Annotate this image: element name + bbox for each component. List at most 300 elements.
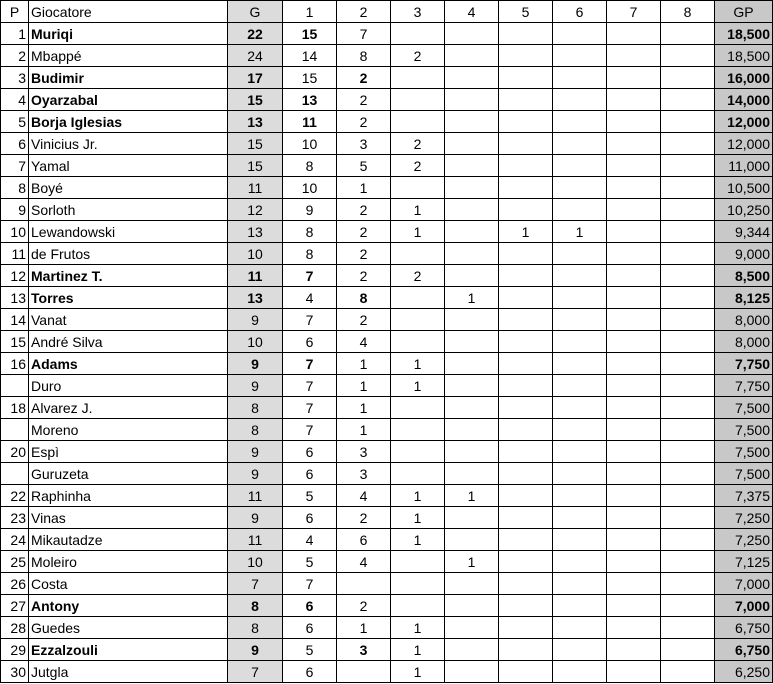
- count-cell-4: [445, 331, 499, 353]
- player-name-cell: Torres: [29, 287, 228, 309]
- count-cell-2: 3: [337, 639, 391, 661]
- count-cell-3: [391, 287, 445, 309]
- count-cell-7: [607, 155, 661, 177]
- count-cell-8: [661, 595, 715, 617]
- count-cell-5: [499, 617, 553, 639]
- count-cell-7: [607, 397, 661, 419]
- count-cell-4: [445, 573, 499, 595]
- count-cell-2: 1: [337, 397, 391, 419]
- count-cell-5: [499, 67, 553, 89]
- count-cell-5: [499, 573, 553, 595]
- count-cell-8: [661, 309, 715, 331]
- player-name-cell: Moleiro: [29, 551, 228, 573]
- count-cell-4: [445, 639, 499, 661]
- player-name-cell: Martinez T.: [29, 265, 228, 287]
- table-row: [1, 617, 773, 639]
- count-cell-2: 1: [337, 353, 391, 375]
- table-row: [1, 111, 773, 133]
- gp-cell: 12,000: [715, 111, 773, 133]
- table-row: [1, 441, 773, 463]
- count-cell-6: 1: [553, 221, 607, 243]
- count-cell-4: [445, 243, 499, 265]
- games-cell: 9: [228, 375, 283, 397]
- count-cell-5: [499, 23, 553, 45]
- count-cell-5: [499, 551, 553, 573]
- count-cell-1: 8: [283, 155, 337, 177]
- count-cell-5: [499, 419, 553, 441]
- count-cell-5: [499, 595, 553, 617]
- count-cell-6: [553, 177, 607, 199]
- count-cell-1: 15: [283, 23, 337, 45]
- gp-cell: 7,000: [715, 595, 773, 617]
- count-cell-6: [553, 397, 607, 419]
- position-cell: 25: [1, 551, 29, 573]
- games-cell: 11: [228, 265, 283, 287]
- gp-cell: 7,000: [715, 573, 773, 595]
- count-cell-2: 2: [337, 265, 391, 287]
- player-name-cell: Vanat: [29, 309, 228, 331]
- gp-cell: 16,000: [715, 67, 773, 89]
- position-cell: 1: [1, 23, 29, 45]
- count-cell-7: [607, 551, 661, 573]
- count-cell-4: [445, 529, 499, 551]
- count-cell-2: 1: [337, 375, 391, 397]
- table-row: [1, 265, 773, 287]
- count-cell-3: 2: [391, 265, 445, 287]
- count-cell-7: [607, 661, 661, 683]
- count-cell-1: 6: [283, 441, 337, 463]
- count-cell-1: 7: [283, 573, 337, 595]
- count-cell-5: [499, 243, 553, 265]
- count-cell-4: [445, 23, 499, 45]
- header-col-2: 2: [337, 1, 391, 23]
- games-cell: 10: [228, 243, 283, 265]
- position-cell: 5: [1, 111, 29, 133]
- count-cell-5: [499, 661, 553, 683]
- count-cell-4: [445, 89, 499, 111]
- player-name-cell: Guruzeta: [29, 463, 228, 485]
- count-cell-1: 13: [283, 89, 337, 111]
- count-cell-2: 7: [337, 23, 391, 45]
- games-cell: 7: [228, 661, 283, 683]
- count-cell-5: [499, 133, 553, 155]
- count-cell-2: 6: [337, 529, 391, 551]
- count-cell-1: 4: [283, 287, 337, 309]
- count-cell-1: 6: [283, 507, 337, 529]
- count-cell-8: [661, 287, 715, 309]
- gp-cell: 14,000: [715, 89, 773, 111]
- table-row: [1, 639, 773, 661]
- count-cell-1: 6: [283, 661, 337, 683]
- count-cell-4: [445, 595, 499, 617]
- count-cell-1: 10: [283, 177, 337, 199]
- count-cell-7: [607, 265, 661, 287]
- position-cell: 15: [1, 331, 29, 353]
- table-header: [1, 1, 773, 23]
- games-cell: 10: [228, 551, 283, 573]
- count-cell-6: [553, 67, 607, 89]
- player-name-cell: Muriqi: [29, 23, 228, 45]
- count-cell-7: [607, 89, 661, 111]
- table-row: [1, 309, 773, 331]
- games-cell: 17: [228, 67, 283, 89]
- count-cell-6: [553, 485, 607, 507]
- count-cell-5: [499, 265, 553, 287]
- count-cell-4: [445, 375, 499, 397]
- count-cell-7: [607, 353, 661, 375]
- count-cell-7: [607, 485, 661, 507]
- count-cell-4: [445, 441, 499, 463]
- table-row: [1, 595, 773, 617]
- count-cell-5: [499, 507, 553, 529]
- header-player: Giocatore: [29, 1, 228, 23]
- count-cell-8: [661, 111, 715, 133]
- count-cell-2: 2: [337, 507, 391, 529]
- games-cell: 11: [228, 529, 283, 551]
- count-cell-2: 3: [337, 441, 391, 463]
- count-cell-6: [553, 155, 607, 177]
- count-cell-8: [661, 265, 715, 287]
- table-row: [1, 551, 773, 573]
- gp-cell: 8,125: [715, 287, 773, 309]
- position-cell: 13: [1, 287, 29, 309]
- gp-cell: 11,000: [715, 155, 773, 177]
- count-cell-4: 1: [445, 551, 499, 573]
- count-cell-6: [553, 529, 607, 551]
- count-cell-2: 4: [337, 551, 391, 573]
- count-cell-3: 1: [391, 353, 445, 375]
- games-cell: 8: [228, 595, 283, 617]
- gp-cell: 7,500: [715, 397, 773, 419]
- gp-cell: 6,750: [715, 639, 773, 661]
- count-cell-7: [607, 639, 661, 661]
- count-cell-6: [553, 617, 607, 639]
- count-cell-4: [445, 463, 499, 485]
- count-cell-7: [607, 67, 661, 89]
- position-cell: 26: [1, 573, 29, 595]
- count-cell-2: 2: [337, 89, 391, 111]
- table-row: [1, 177, 773, 199]
- games-cell: 12: [228, 199, 283, 221]
- gp-cell: 10,250: [715, 199, 773, 221]
- count-cell-2: [337, 573, 391, 595]
- count-cell-3: [391, 177, 445, 199]
- count-cell-7: [607, 331, 661, 353]
- count-cell-1: 8: [283, 243, 337, 265]
- count-cell-1: 8: [283, 221, 337, 243]
- count-cell-7: [607, 441, 661, 463]
- count-cell-5: [499, 309, 553, 331]
- header-col-1: 1: [283, 1, 337, 23]
- count-cell-1: 7: [283, 375, 337, 397]
- games-cell: 24: [228, 45, 283, 67]
- position-cell: 16: [1, 353, 29, 375]
- position-cell: 10: [1, 221, 29, 243]
- player-name-cell: Mikautadze: [29, 529, 228, 551]
- count-cell-5: [499, 287, 553, 309]
- games-cell: 15: [228, 89, 283, 111]
- gp-cell: 6,750: [715, 617, 773, 639]
- position-cell: 12: [1, 265, 29, 287]
- count-cell-3: [391, 419, 445, 441]
- table-row: [1, 507, 773, 529]
- count-cell-2: 2: [337, 309, 391, 331]
- games-cell: 13: [228, 111, 283, 133]
- count-cell-3: [391, 551, 445, 573]
- count-cell-2: 8: [337, 287, 391, 309]
- table-row: [1, 397, 773, 419]
- count-cell-1: 5: [283, 551, 337, 573]
- count-cell-3: [391, 243, 445, 265]
- games-cell: 10: [228, 331, 283, 353]
- count-cell-7: [607, 133, 661, 155]
- position-cell: 14: [1, 309, 29, 331]
- table-row: [1, 133, 773, 155]
- count-cell-4: [445, 67, 499, 89]
- position-cell: [1, 375, 29, 397]
- count-cell-1: 6: [283, 595, 337, 617]
- count-cell-8: [661, 221, 715, 243]
- position-cell: 9: [1, 199, 29, 221]
- count-cell-8: [661, 89, 715, 111]
- count-cell-1: 5: [283, 485, 337, 507]
- games-cell: 9: [228, 507, 283, 529]
- count-cell-4: [445, 617, 499, 639]
- header-col-6: 6: [553, 1, 607, 23]
- table-row: [1, 661, 773, 683]
- count-cell-5: [499, 199, 553, 221]
- games-cell: 13: [228, 221, 283, 243]
- player-name-cell: Antony: [29, 595, 228, 617]
- player-name-cell: Vinas: [29, 507, 228, 529]
- count-cell-8: [661, 353, 715, 375]
- count-cell-5: [499, 529, 553, 551]
- count-cell-5: [499, 331, 553, 353]
- player-name-cell: Vinicius Jr.: [29, 133, 228, 155]
- count-cell-2: 3: [337, 133, 391, 155]
- gp-cell: 10,500: [715, 177, 773, 199]
- count-cell-4: [445, 111, 499, 133]
- count-cell-8: [661, 23, 715, 45]
- position-cell: 24: [1, 529, 29, 551]
- position-cell: 30: [1, 661, 29, 683]
- table-row: [1, 463, 773, 485]
- count-cell-8: [661, 551, 715, 573]
- count-cell-5: [499, 397, 553, 419]
- count-cell-3: 2: [391, 45, 445, 67]
- gp-cell: 9,344: [715, 221, 773, 243]
- count-cell-6: [553, 595, 607, 617]
- count-cell-7: [607, 419, 661, 441]
- count-cell-7: [607, 507, 661, 529]
- count-cell-3: [391, 331, 445, 353]
- gp-cell: 9,000: [715, 243, 773, 265]
- games-cell: 15: [228, 155, 283, 177]
- table-row: [1, 155, 773, 177]
- player-name-cell: Raphinha: [29, 485, 228, 507]
- gp-cell: 8,000: [715, 309, 773, 331]
- count-cell-7: [607, 309, 661, 331]
- table-row: [1, 199, 773, 221]
- count-cell-6: [553, 353, 607, 375]
- count-cell-6: [553, 23, 607, 45]
- player-name-cell: Ezzalzouli: [29, 639, 228, 661]
- count-cell-7: [607, 221, 661, 243]
- gp-cell: 18,500: [715, 23, 773, 45]
- count-cell-7: [607, 529, 661, 551]
- count-cell-7: [607, 573, 661, 595]
- count-cell-8: [661, 617, 715, 639]
- count-cell-6: [553, 441, 607, 463]
- count-cell-3: [391, 67, 445, 89]
- games-cell: 8: [228, 419, 283, 441]
- count-cell-4: [445, 397, 499, 419]
- header-col-5: 5: [499, 1, 553, 23]
- count-cell-6: [553, 309, 607, 331]
- count-cell-6: [553, 573, 607, 595]
- position-cell: 7: [1, 155, 29, 177]
- player-name-cell: André Silva: [29, 331, 228, 353]
- player-name-cell: Yamal: [29, 155, 228, 177]
- player-name-cell: Jutgla: [29, 661, 228, 683]
- table-row: [1, 485, 773, 507]
- position-cell: 27: [1, 595, 29, 617]
- count-cell-8: [661, 419, 715, 441]
- count-cell-2: 8: [337, 45, 391, 67]
- count-cell-2: 1: [337, 617, 391, 639]
- count-cell-2: 2: [337, 595, 391, 617]
- gp-cell: 7,750: [715, 353, 773, 375]
- count-cell-7: [607, 23, 661, 45]
- count-cell-1: 7: [283, 397, 337, 419]
- games-cell: 9: [228, 441, 283, 463]
- header-col-7: 7: [607, 1, 661, 23]
- count-cell-3: 1: [391, 485, 445, 507]
- games-cell: 9: [228, 639, 283, 661]
- player-name-cell: Guedes: [29, 617, 228, 639]
- table-row: [1, 45, 773, 67]
- count-cell-7: [607, 463, 661, 485]
- player-name-cell: Lewandowski: [29, 221, 228, 243]
- player-name-cell: Budimir: [29, 67, 228, 89]
- count-cell-6: [553, 133, 607, 155]
- count-cell-7: [607, 287, 661, 309]
- count-cell-1: 7: [283, 309, 337, 331]
- count-cell-1: 6: [283, 617, 337, 639]
- count-cell-3: [391, 441, 445, 463]
- count-cell-3: [391, 89, 445, 111]
- games-cell: 11: [228, 177, 283, 199]
- count-cell-5: [499, 639, 553, 661]
- position-cell: [1, 463, 29, 485]
- position-cell: 28: [1, 617, 29, 639]
- count-cell-7: [607, 243, 661, 265]
- count-cell-2: 4: [337, 485, 391, 507]
- count-cell-8: [661, 243, 715, 265]
- count-cell-5: [499, 441, 553, 463]
- games-cell: 7: [228, 573, 283, 595]
- count-cell-8: [661, 397, 715, 419]
- count-cell-8: [661, 573, 715, 595]
- table-row: [1, 23, 773, 45]
- count-cell-3: 1: [391, 221, 445, 243]
- count-cell-3: 1: [391, 639, 445, 661]
- count-cell-1: 5: [283, 639, 337, 661]
- position-cell: 22: [1, 485, 29, 507]
- count-cell-2: 1: [337, 419, 391, 441]
- count-cell-3: [391, 397, 445, 419]
- header-games: G: [228, 1, 283, 23]
- position-cell: 23: [1, 507, 29, 529]
- table-row: [1, 67, 773, 89]
- player-name-cell: Adams: [29, 353, 228, 375]
- position-cell: 2: [1, 45, 29, 67]
- count-cell-6: [553, 331, 607, 353]
- count-cell-2: 3: [337, 463, 391, 485]
- count-cell-6: [553, 45, 607, 67]
- count-cell-4: [445, 177, 499, 199]
- count-cell-1: 11: [283, 111, 337, 133]
- gp-cell: 6,250: [715, 661, 773, 683]
- player-name-cell: de Frutos: [29, 243, 228, 265]
- count-cell-6: [553, 419, 607, 441]
- count-cell-8: [661, 199, 715, 221]
- count-cell-8: [661, 177, 715, 199]
- gp-cell: 7,250: [715, 529, 773, 551]
- count-cell-8: [661, 639, 715, 661]
- games-cell: 11: [228, 485, 283, 507]
- table-row: [1, 287, 773, 309]
- count-cell-3: 1: [391, 617, 445, 639]
- count-cell-3: [391, 595, 445, 617]
- count-cell-6: [553, 639, 607, 661]
- gp-cell: 18,500: [715, 45, 773, 67]
- count-cell-6: [553, 265, 607, 287]
- table-row: [1, 221, 773, 243]
- position-cell: 29: [1, 639, 29, 661]
- games-cell: 9: [228, 463, 283, 485]
- count-cell-4: [445, 45, 499, 67]
- count-cell-7: [607, 375, 661, 397]
- count-cell-8: [661, 661, 715, 683]
- header-position: P: [1, 1, 29, 23]
- games-cell: 8: [228, 617, 283, 639]
- count-cell-8: [661, 331, 715, 353]
- table-body: [1, 23, 773, 683]
- count-cell-4: [445, 507, 499, 529]
- count-cell-2: 2: [337, 67, 391, 89]
- position-cell: 4: [1, 89, 29, 111]
- gp-cell: 7,500: [715, 463, 773, 485]
- count-cell-8: [661, 155, 715, 177]
- gp-cell: 7,500: [715, 441, 773, 463]
- count-cell-5: [499, 89, 553, 111]
- position-cell: 18: [1, 397, 29, 419]
- player-name-cell: Sorloth: [29, 199, 228, 221]
- count-cell-2: 1: [337, 177, 391, 199]
- count-cell-2: [337, 661, 391, 683]
- gp-cell: 12,000: [715, 133, 773, 155]
- count-cell-3: 2: [391, 133, 445, 155]
- count-cell-5: [499, 485, 553, 507]
- player-name-cell: Espì: [29, 441, 228, 463]
- count-cell-3: [391, 23, 445, 45]
- count-cell-1: 7: [283, 353, 337, 375]
- count-cell-6: [553, 287, 607, 309]
- games-cell: 8: [228, 397, 283, 419]
- count-cell-1: 9: [283, 199, 337, 221]
- count-cell-7: [607, 111, 661, 133]
